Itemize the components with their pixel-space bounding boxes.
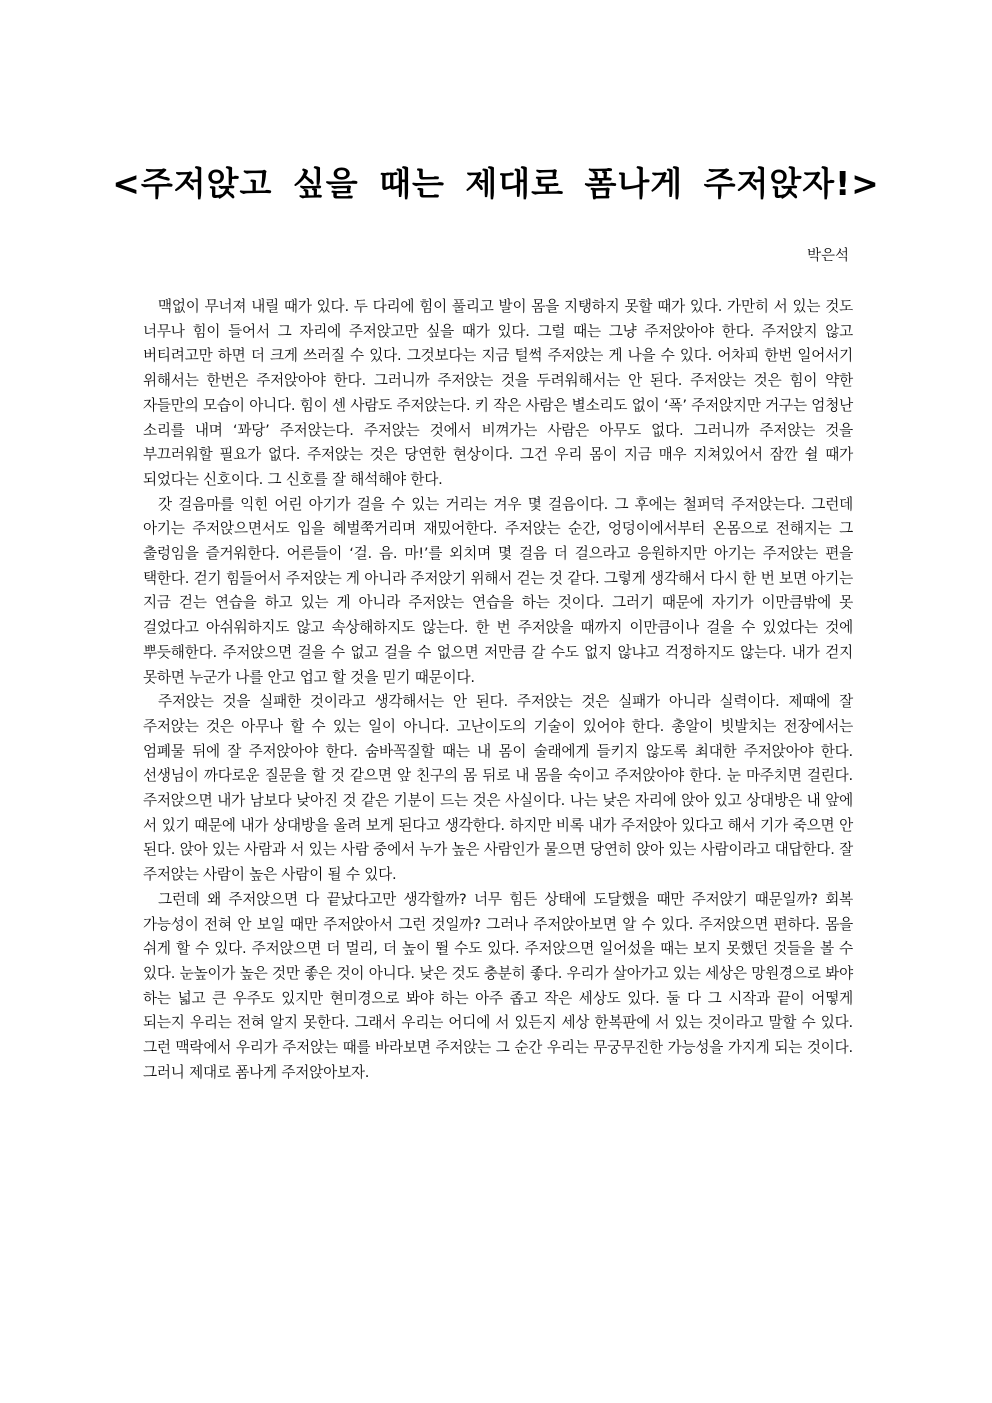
paragraph: 갓 걸음마를 익힌 어린 아기가 걸을 수 있는 거리는 겨우 몇 걸음이다. 그 후에는 철퍼덕 주저앉는다. 그런데 아기는 주저앉으면서도 입을 헤벌쭉거리며 재밌어한다. 주저앉는 순간, 엉덩이에서부터 온몸으로 전해지는 그 출렁임을 즐거워한다. 어른들이 ‘걸. 음. 마!’를 외치며 몇 걸음 더 걸으라고 응원하지만 아기는 주저앉는 편을 택한다. 걷기 힘들어서 주저앉는 게 아니라 주저앉기 위해서 걷는 것 같다. 그렇게 생각해서 다시 한 번 보면 아기는 지금 걷는 연습을 하고 있는 게 아니라 주저앉는 연습을 하는 것이다. 그러기 때문에 자기가 이만큼밖에 못 걸었다고 아쉬워하지도 않고 속상해하지도 않는다. 한 번 주저앉을 때까지 이만큼이나 걸을 수 있었다는 것에 뿌듯해한다. 주저앉으면 걸을 수 없고 걸을 수 없으면 저만큼 갈 수도 없지 않냐고 걱정하지도 않는다. 내가 걷지 못하면 누군가 나를 안고 업고 할 것을 믿기 때문이다. [143,495,853,686]
paragraph: 그런데 왜 주저앉으면 다 끝났다고만 생각할까? 너무 힘든 상태에 도달했을 때만 주저앉기 때문일까? 회복 가능성이 전혀 안 보일 때만 주저앉아서 그런 것일까? 그러나 주저앉아보면 알 수 있다. 주저앉으면 편하다. 몸을 쉬게 할 수 있다. 주저앉으면 더 멀리, 더 높이 뛸 수도 있다. 주저앉으면 일어섰을 때는 보지 못했던 것들을 볼 수 있다. 눈높이가 높은 것만 좋은 것이 아니다. 낮은 것도 충분히 좋다. 우리가 살아가고 있는 세상은 망원경으로 봐야 하는 넓고 큰 우주도 있지만 현미경으로 봐야 하는 아주 좁고 작은 세상도 있다. 둘 다 그 시작과 끝이 어떻게 되는지 우리는 전혀 알지 못한다. 그래서 우리는 어디에 서 있든지 세상 한복판에 서 있는 것이라고 말할 수 있다. 그런 맥락에서 우리가 주저앉는 때를 바라보면 주저앉는 그 순간 우리는 무궁무진한 가능성을 가지게 되는 것이다. 그러니 제대로 폼나게 주저앉아보자. [143,890,853,1081]
document-body [143,295,853,1086]
document-title: <주저앉고 싶을 때는 제대로 폼나게 주저앉자!> [112,164,880,203]
paragraph: 주저앉는 것을 실패한 것이라고 생각해서는 안 된다. 주저앉는 것은 실패가 아니라 실력이다. 제때에 잘 주저앉는 것은 아무나 할 수 있는 일이 아니다. 고난이도의 기술이 있어야 한다. 총알이 빗발치는 전장에서는 엄폐물 뒤에 잘 주저앉아야 한다. 숨바꼭질할 때는 내 몸이 술래에게 들키지 않도록 최대한 주저앉아야 한다. 선생님이 까다로운 질문을 할 것 같으면 앞 친구의 몸 뒤로 내 몸을 숙이고 주저앉아야 한다. 눈 마주치면 걸린다. 주저앉으면 내가 남보다 낮아진 것 같은 기분이 드는 것은 사실이다. 나는 낮은 자리에 앉아 있고 상대방은 내 앞에 서 있기 때문에 내가 상대방을 올려 보게 된다고 생각한다. 하지만 비록 내가 주저앉아 있다고 해서 기가 죽으면 안 된다. 앉아 있는 사람과 서 있는 사람 중에서 누가 높은 사람인가 물으면 당연히 앉아 있는 사람이라고 대답한다. 잘 주저앉는 사람이 높은 사람이 될 수 있다. [143,693,853,884]
author-name: 박은석 [806,248,849,264]
paragraph: 맥없이 무너져 내릴 때가 있다. 두 다리에 힘이 풀리고 발이 몸을 지탱하지 못할 때가 있다. 가만히 서 있는 것도 너무나 힘이 들어서 그 자리에 주저앉고만 싶을 때가 있다. 그럴 때는 그냥 주저앉아야 한다. 주저앉지 않고 버티려고만 하면 더 크게 쓰러질 수 있다. 그것보다는 지금 털썩 주저앉는 게 나을 수 있다. 어차피 한번 일어서기 위해서는 한번은 주저앉아야 한다. 그러니까 주저앉는 것을 두려워해서는 안 된다. 주저앉는 것은 힘이 약한 자들만의 모습이 아니다. 힘이 센 사람도 주저앉는다. 키 작은 사람은 별소리도 없이 ‘폭’ 주저앉지만 거구는 엄청난 소리를 내며 ‘꽈당’ 주저앉는다. 주저앉는 것에서 비껴가는 사람은 아무도 없다. 그러니까 주저앉는 것을 부끄러워할 필요가 없다. 주저앉는 것은 당연한 현상이다. 그건 우리 몸이 지금 매우 지쳐있어서 잠깐 쉴 때가 되었다는 신호이다. 그 신호를 잘 해석해야 한다. [143,298,853,488]
